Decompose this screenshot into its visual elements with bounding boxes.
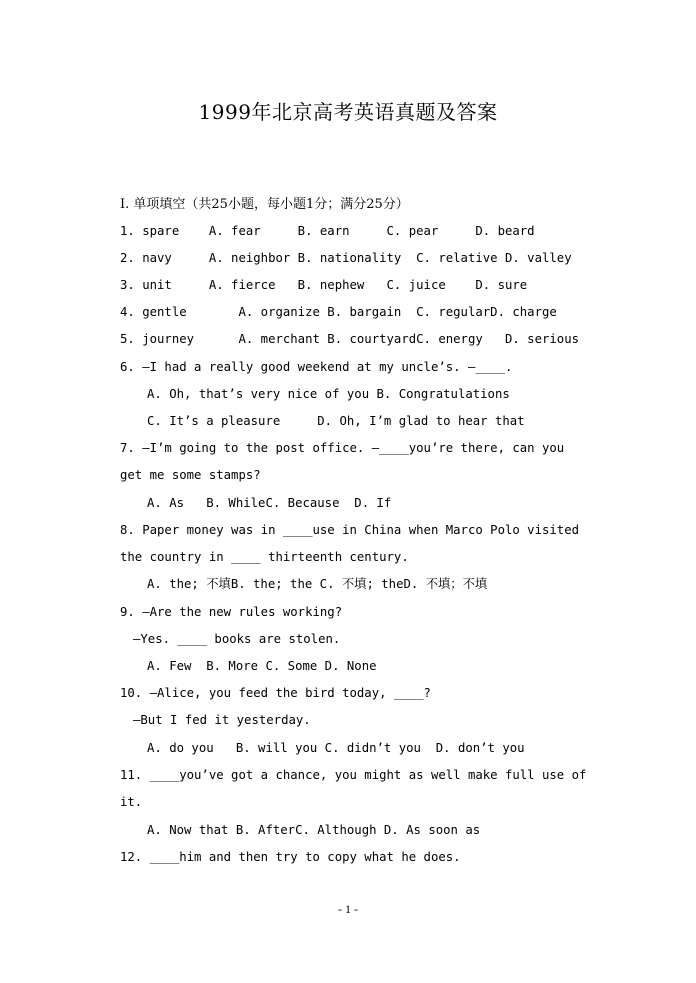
question-line: get me some stamps? xyxy=(120,468,261,482)
question-line: 5. journey A. merchant B. courtyardC. energy D. serious xyxy=(120,332,580,346)
question-line: 6. —I had a really good weekend at my uncle’s. —____. xyxy=(120,360,513,374)
question-line: 9. —Are the new rules working? xyxy=(120,605,343,619)
question-line: 8. Paper money was in ____use in China when Marco Polo visited xyxy=(120,523,580,537)
question-line: 7. —I’m going to the post office. —____you’re there, can you xyxy=(120,441,565,455)
question-line: 3. unit A. fierce B. nephew C. juice D. sure xyxy=(120,278,528,292)
question-line: 11. ____you’ve got a chance, you might as well make full use of xyxy=(120,768,587,782)
dialogue-line: —But I fed it yesterday. xyxy=(133,713,311,727)
option-line: A. Few B. More C. Some D. None xyxy=(147,659,377,673)
question-line: it. xyxy=(120,795,143,809)
question-line: 2. navy A. neighbor B. nationality C. relative D. valley xyxy=(120,251,572,265)
question-line: 4. gentle A. organize B. bargain C. regularD. charge xyxy=(120,305,557,319)
option-line: A. As B. WhileC. Because D. If xyxy=(147,496,392,510)
option-line: A. Now that B. AfterC. Although D. As soon as xyxy=(147,823,481,837)
page-title: 1999年北京高考英语真题及答案 xyxy=(198,100,498,124)
dialogue-line: —Yes. ____ books are stolen. xyxy=(133,632,341,646)
option-line: A. Oh, that’s very nice of you B. Congratulations xyxy=(147,387,510,401)
option-line: A. do you B. will you C. didn’t you D. don’t you xyxy=(147,741,525,755)
option-line: A. the; 不填B. the; the C. 不填; theD. 不填；不填 xyxy=(147,577,488,591)
page-number: - 1 - xyxy=(338,902,358,916)
question-line: 10. —Alice, you feed the bird today, ____? xyxy=(120,686,431,700)
section-heading: I. 单项填空（共25小题，每小题1分；满分25分） xyxy=(120,197,409,212)
option-line: C. It’s a pleasure D. Oh, I’m glad to hear that xyxy=(147,414,525,428)
question-line: 1. spare A. fear B. earn C. pear D. beard xyxy=(120,224,535,238)
question-line: the country in ____ thirteenth century. xyxy=(120,550,409,564)
question-line: 12. ____him and then try to copy what he does. xyxy=(120,850,461,864)
